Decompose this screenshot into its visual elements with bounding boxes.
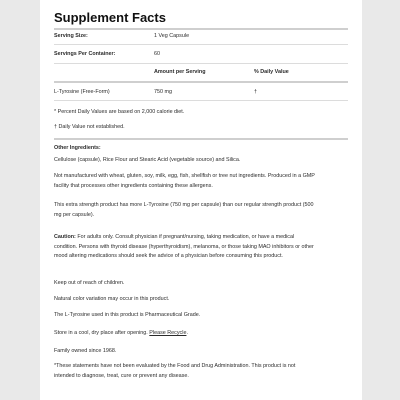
family-owned-text: Family owned since 1968.: [54, 348, 117, 354]
keep-out-of-reach: [54, 279, 348, 289]
divider: [54, 44, 348, 45]
fda-line: intended to diagnose, treat, cure or prevent any disease.: [54, 372, 189, 379]
storage-text: Store in a cool, dry place after opening.: [54, 330, 150, 336]
keep-out-text: Keep out of reach of children.: [54, 280, 125, 286]
section-divider: [54, 138, 348, 140]
ingredient-name: L-Tyrosine (Free-Form): [54, 89, 110, 95]
storage-period: .: [186, 330, 188, 336]
storage-note: [54, 329, 348, 339]
ingredients-text: [54, 156, 348, 166]
allergen-statement: [54, 172, 348, 191]
footnote-dv-not-established: † Daily Value not established.: [54, 124, 125, 130]
please-recycle-link[interactable]: Please Recycle: [149, 330, 187, 336]
serving-size-value: 1 Veg Capsule: [154, 33, 190, 39]
color-variation-note: [54, 295, 348, 305]
other-ingredients-heading: Other Ingredients:: [54, 145, 101, 151]
family-owned-note: [54, 347, 348, 357]
color-variation-text: Natural color variation may occur in this product.: [54, 296, 170, 302]
panel-content: [54, 0, 348, 400]
serving-size-label: Serving Size:: [54, 33, 88, 39]
allergen-line: facility that processes other ingredients containing these allergens.: [54, 182, 213, 189]
divider: [54, 63, 348, 64]
allergen-line: Not manufactured with wheat, gluten, soy, milk, egg, fish, shellfish or tree nut ingredients. Produced in a GMP: [54, 173, 315, 179]
servings-per-container-value: 60: [154, 51, 160, 57]
supplement-facts-panel: [40, 0, 362, 400]
ingredients-line: Cellulose (capsule), Rice Flour and Stearic Acid (vegetable source) and Silica.: [54, 157, 241, 163]
strength-line: mg per capsule).: [54, 211, 95, 218]
pharma-grade-text: The L-Tyrosine used in this product is Pharmaceutical Grade.: [54, 312, 201, 318]
title-divider: [54, 28, 348, 30]
footnote-percent-dv: * Percent Daily Values are based on 2,000 calorie diet.: [54, 109, 185, 115]
daily-value-column-header: % Daily Value: [254, 69, 289, 75]
fda-disclaimer: [54, 362, 348, 381]
caution-line: For adults only. Consult physician if pregnant/nursing, taking medication, or have a medical: [75, 234, 295, 240]
fda-line: *These statements have not been evaluated by the Food and Drug Administration. This product is not: [54, 363, 296, 369]
strength-statement: [54, 201, 348, 220]
caution-line: mood altering medications should seek the advice of a physician before consuming this product.: [54, 253, 283, 259]
strength-line: This extra strength product has more L-Tyrosine (750 mg per capsule) than our regular strength product (500: [54, 202, 314, 208]
amount-column-header: Amount per Serving: [154, 69, 206, 75]
divider: [54, 100, 348, 101]
caution-statement: [54, 233, 348, 262]
servings-per-container-label: Servings Per Container:: [54, 51, 116, 57]
ingredient-daily-value: †: [254, 89, 257, 95]
caution-label: Caution:: [54, 234, 76, 240]
caution-line: condition. Persons with thyroid disease (hyperthyroidism), melanoma, or those taking MAO inhibitors or other: [54, 243, 314, 250]
pharmaceutical-grade-note: [54, 311, 348, 321]
ingredient-amount: 750 mg: [154, 89, 172, 95]
header-divider: [54, 81, 348, 83]
panel-title: Supplement Facts: [54, 10, 166, 25]
